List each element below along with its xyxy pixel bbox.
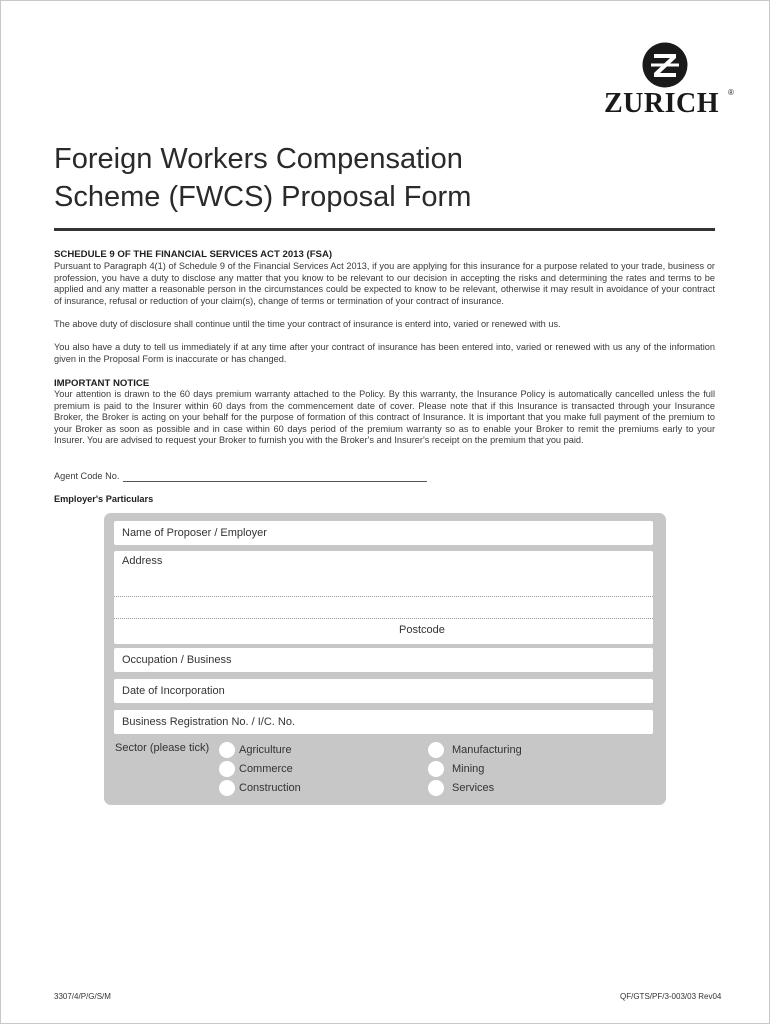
agent-code-field[interactable] [123, 471, 427, 482]
employer-particulars-panel [104, 513, 666, 805]
registration-label: Business Registration No. / I/C. No. [122, 716, 296, 728]
registered-mark: ® [728, 88, 734, 97]
zurich-logo [600, 40, 740, 120]
logo-wordmark: ZURICH [604, 88, 720, 119]
radio-icon[interactable] [428, 780, 444, 796]
sector-option-label: Mining [452, 763, 485, 775]
sector-option-label: Manufacturing [452, 744, 522, 756]
radio-icon[interactable] [219, 761, 235, 777]
radio-icon[interactable] [219, 780, 235, 796]
notice-paragraph: Your attention is drawn to the 60 days premium warranty attached to the Policy. By this warranty, the Insurance Policy is automatically cancelled unless the full premium is paid to the Insurer within 60 days from the commencement date of cover. Please note that if this Insurance is transacted through your Insurance Broker, the Broker is acting on your behalf for the purpose of formation of this contract of Insurance. It is important that you make full payment of the premium to your Broker as soon as possible and in case within 60 days period of the premium warranty so as to enable your Broker to remit the premiums early to your Insurer. You are advised to request your Broker to furnish you with the Broker's and Insurer's receipt on the premium that you paid. [54, 389, 715, 445]
title-line-2: Scheme (FWCS) Proposal Form [54, 181, 472, 213]
address-field[interactable] [114, 551, 653, 644]
radio-icon[interactable] [428, 761, 444, 777]
sector-option-label: Construction [239, 782, 301, 794]
address-label: Address [122, 555, 163, 567]
agent-code-row [54, 471, 427, 482]
incorporation-label: Date of Incorporation [122, 685, 225, 697]
schedule-paragraph-3: You also have a duty to tell us immediately if at any time after your contract of insurance has been entered into, varied or renewed with us any of the information given in the Proposal Form is inaccurate or has changed. [54, 342, 715, 364]
title-divider [54, 228, 715, 231]
sector-option-label: Services [452, 782, 495, 794]
address-divider-2 [114, 618, 653, 619]
radio-icon[interactable] [428, 742, 444, 758]
title-line-1: Foreign Workers Compensation [54, 143, 463, 175]
zurich-z-icon [642, 42, 688, 88]
employer-name-label: Name of Proposer / Employer [122, 527, 267, 539]
sector-option-label: Agriculture [239, 744, 292, 756]
sector-label: Sector (please tick) [115, 742, 210, 754]
page-title [54, 140, 654, 216]
employer-heading: Employer's Particulars [54, 494, 154, 504]
schedule-heading: SCHEDULE 9 OF THE FINANCIAL SERVICES ACT 2013 (FSA) [54, 249, 333, 260]
occupation-field[interactable] [114, 648, 653, 672]
footer-form-code-right: QF/GTS/PF/3-003/03 Rev04 [620, 992, 722, 1001]
registration-number-field[interactable] [114, 710, 653, 734]
sector-option-label: Commerce [239, 763, 293, 775]
address-divider-1 [114, 596, 653, 597]
postcode-label: Postcode [399, 624, 445, 636]
radio-icon[interactable] [219, 742, 235, 758]
schedule-paragraph-1: Pursuant to Paragraph 4(1) of Schedule 9 of the Financial Services Act 2013, if you are applying for this insurance for a purpose related to your trade, business or profession, you have a duty to disclose any matter that you know to be relevant to our decision in accepting the risks and determining the rates and terms to be applied and any matter a reasonable person in the circumstances could be expected to know to be relevant, otherwise it may result in avoidance of your contract of insurance, refusal or reduction of your claim(s), change of terms or termination of your contract of insurance. [54, 261, 715, 306]
agent-code-label: Agent Code No. [54, 471, 120, 481]
schedule-paragraph-2: The above duty of disclosure shall continue until the time your contract of insurance is enterd into, varied or renewed with us. [54, 319, 561, 329]
employer-name-field[interactable] [114, 521, 653, 545]
incorporation-date-field[interactable] [114, 679, 653, 703]
occupation-label: Occupation / Business [122, 654, 232, 666]
notice-heading: IMPORTANT NOTICE [54, 378, 150, 389]
footer-form-code-left: 3307/4/P/G/S/M [54, 992, 111, 1001]
